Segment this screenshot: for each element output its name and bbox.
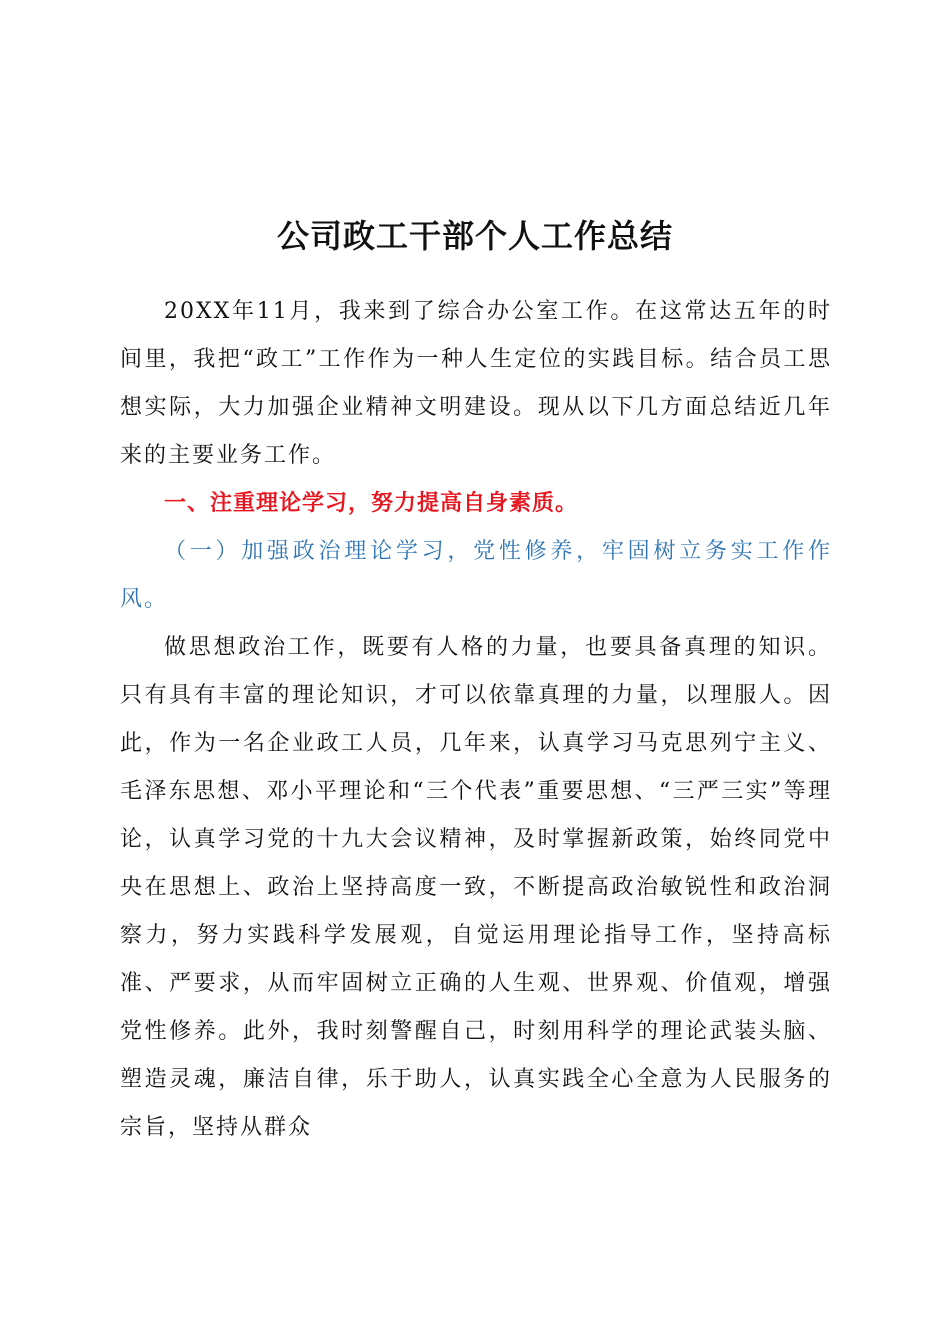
intro-paragraph: 20XX年11月，我来到了综合办公室工作。在这常达五年的时间里，我把“政工”工作作为一种人生定位的实践目标。结合员工思想实际，大力加强企业精神文明建设。现从以下几方面总结近几年来的主要业务工作。 [120,299,832,468]
document-title: 公司政工干部个人工作总结 [276,217,673,255]
document-body [120,288,832,1152]
section-heading-1: 一、注重理论学习，努力提高自身素质。 [164,491,579,516]
subsection-heading-1: （一）加强政治理论学习，党性修养，牢固树立务实工作作风。 [120,539,832,612]
subsection-1-paragraph: 做思想政治工作，既要有人格的力量，也要具备真理的知识。只有具有丰富的理论知识，才可以依靠真理的力量，以理服人。因此，作为一名企业政工人员，几年来，认真学习马克思列宁主义、毛泽东思想、邓小平理论和“三个代表”重要思想、“三严三实”等理论，认真学习党的十九大会议精神，及时掌握新政策，始终同党中央在思想上、政治上坚持高度一致，不断提高政治敏锐性和政治洞察力，努力实践科学发展观，自觉运用理论指导工作，坚持高标准、严要求，从而牢固树立正确的人生观、世界观、价值观，增强党性修养。此外，我时刻警醒自己，时刻用科学的理论武装头脑、塑造灵魂，廉洁自律，乐于助人，认真实践全心全意为人民服务的宗旨，坚持从群众 [120,635,832,1140]
